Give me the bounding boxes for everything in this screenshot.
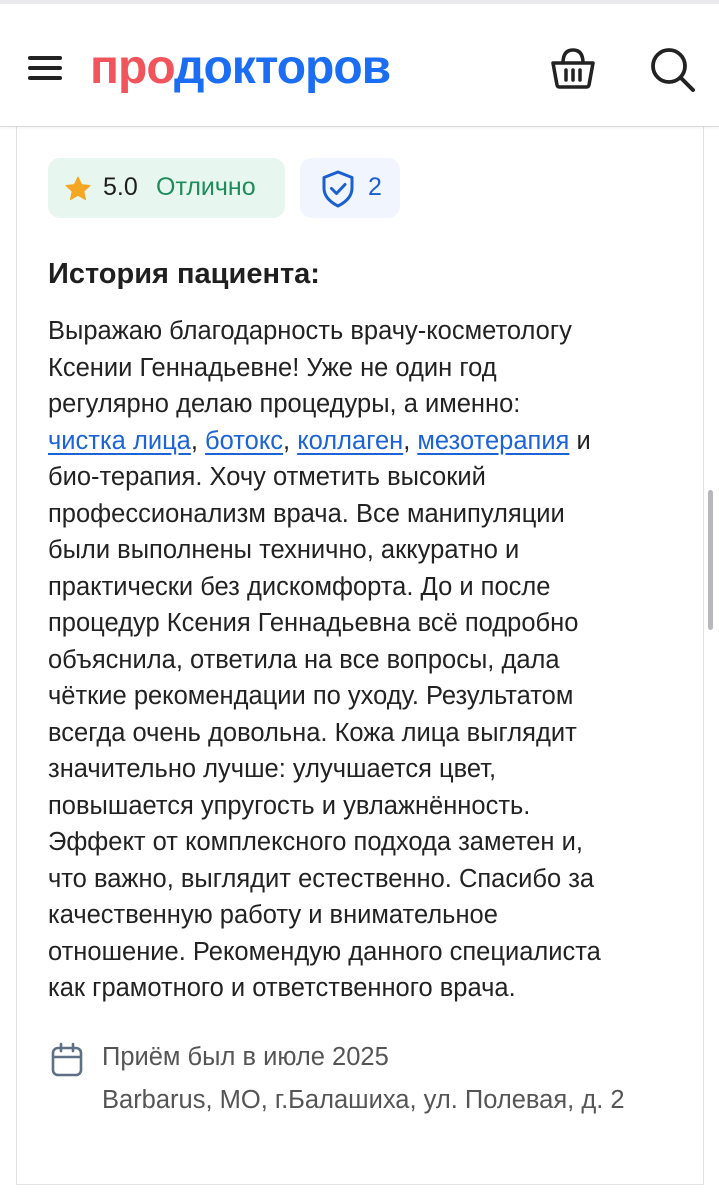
story-line: регулярно делаю процедуры, а именно: [48, 390, 521, 418]
procedure-link[interactable]: коллаген [297, 426, 404, 455]
story-line: были выполнены технично, аккуратно и [48, 536, 520, 564]
rating-score: 5.0 [103, 173, 138, 201]
visit-date: Приём был в июле 2025 [102, 1043, 389, 1071]
story-line: что важно, выглядит естественно. Спасибо за [48, 864, 595, 893]
story-line: значительно лучше: улучшается цвет, [48, 755, 497, 783]
verified-badge[interactable] [300, 158, 400, 218]
story-line: практически без дискомфорта. До и после [48, 572, 551, 601]
story-line: чистка лица, ботокс, коллаген, мезотерапия и [48, 426, 591, 455]
story-line: отношение. Рекомендую данного специалиста [48, 937, 601, 966]
story-title: История пациента: [48, 258, 320, 290]
basket-icon[interactable] [549, 46, 597, 90]
star-icon [64, 175, 92, 203]
story-text [48, 313, 688, 1007]
story-line: как грамотного и ответственного врача. [48, 974, 516, 1002]
story-line: всегда очень довольна. Кожа лица выглядит [48, 718, 577, 747]
search-icon[interactable] [647, 44, 697, 94]
logo-part-pro: про [90, 41, 174, 94]
procedure-link[interactable]: ботокс [205, 426, 284, 455]
site-logo[interactable] [90, 38, 390, 98]
story-line: объяснила, ответила на все вопросы, дала [48, 645, 560, 674]
story-line: повышается упругость и увлажнённость. [48, 791, 531, 820]
menu-icon[interactable] [28, 54, 64, 82]
site-header [0, 4, 719, 126]
verified-count: 2 [368, 173, 382, 201]
shield-check-icon [318, 169, 358, 209]
rating-label: Отлично [156, 173, 256, 201]
scrollbar[interactable] [708, 490, 713, 630]
rating-badge [48, 158, 285, 218]
procedure-link[interactable]: чистка лица [48, 426, 191, 455]
story-line: качественную работу и внимательное [48, 901, 498, 929]
story-line: процедур Ксения Геннадьевна всё подробно [48, 609, 579, 637]
story-line: профессионализм врача. Все манипуляции [48, 499, 565, 528]
procedure-link[interactable]: мезотерапия [417, 426, 570, 455]
story-line: Эффект от комплексного подхода заметен и, [48, 828, 583, 856]
story-line: Ксении Геннадьевне! Уже не один год [48, 353, 497, 382]
story-line: Выражаю благодарность врачу-косметологу [48, 317, 572, 345]
story-line: чёткие рекомендации по уходу. Результатом [48, 682, 574, 710]
calendar-icon [50, 1042, 84, 1078]
story-line-tail: и [576, 426, 591, 455]
clinic-address[interactable]: Barbarus, МО, г.Балашиха, ул. Полевая, д. 2 [102, 1086, 625, 1114]
story-line: био-терапия. Хочу отметить высокий [48, 463, 486, 491]
logo-part-doctors: докторов [174, 41, 391, 94]
